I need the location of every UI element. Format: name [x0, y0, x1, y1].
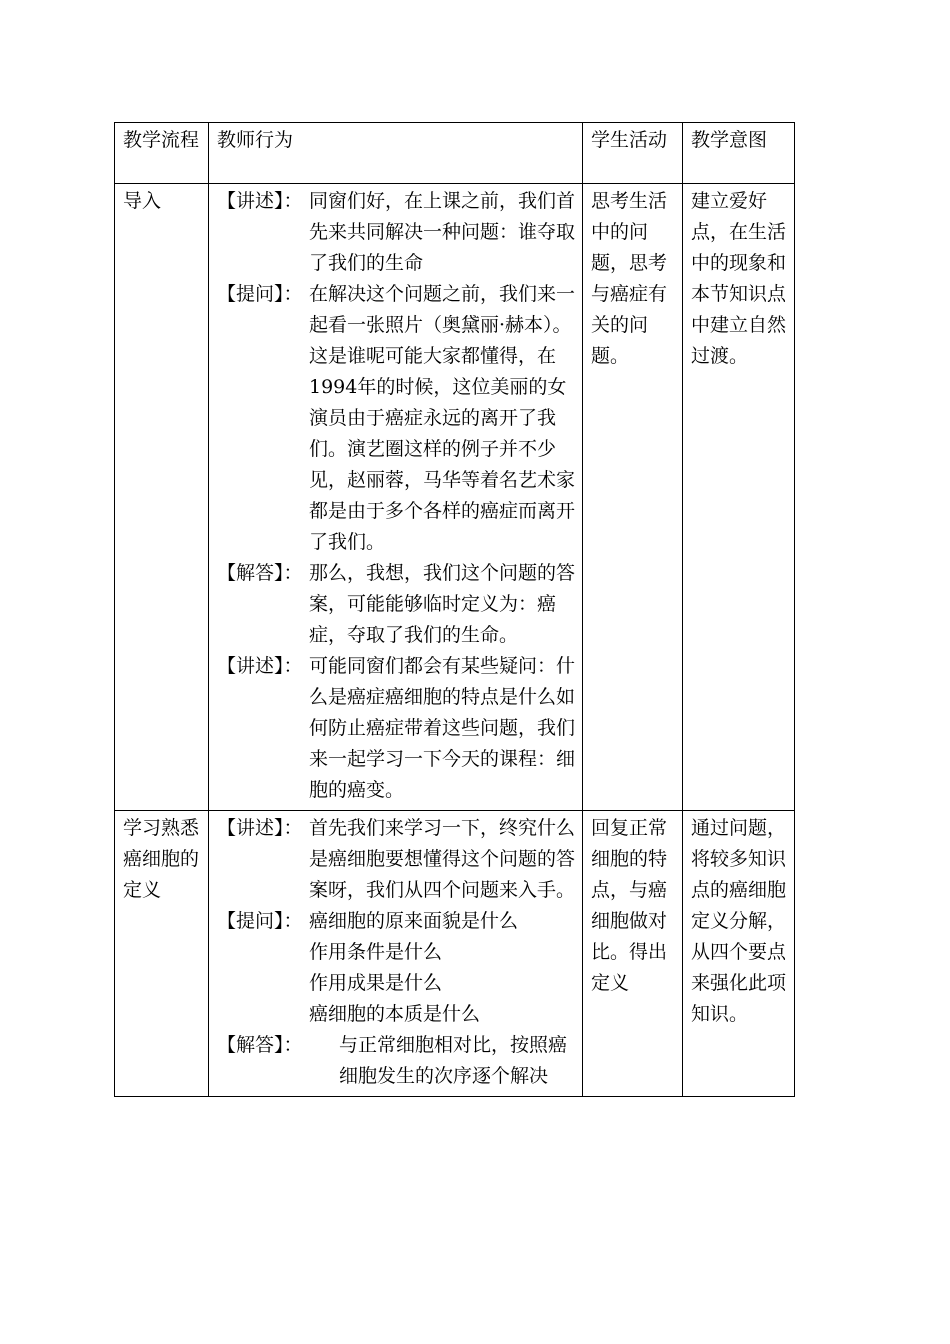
teacher-line: 作用成果是什么 — [309, 972, 443, 994]
table-header-row — [115, 123, 795, 184]
header-student: 学生活动 — [583, 123, 683, 184]
header-teacher: 教师行为 — [209, 123, 583, 184]
entry-text: 在解决这个问题之前，我们来一起看一张照片（奥黛丽·赫本）。这是谁呢可能大家都懂得，在1994年的时候，这位美丽的女演员由于癌症永远的离开了我们。演艺圈这样的例子并不少见，赵丽蓉，马华等着名艺术家都是由于多个各样的癌症而离开了我们。 — [309, 283, 576, 553]
teacher-entry — [217, 651, 576, 806]
entry-text: 与正常细胞相对比，按照癌细胞发生的次序逐个解决 — [339, 1034, 568, 1087]
entry-text: 癌细胞的原来面貌是什么 — [309, 910, 519, 932]
header-stage: 教学流程 — [115, 123, 209, 184]
entry-text: 那么，我想，我们这个问题的答案，可能能够临时定义为：癌症，夺取了我们的生命。 — [309, 562, 576, 646]
teacher-entry — [217, 186, 576, 279]
entry-tag: 【讲述】： — [217, 190, 303, 212]
table-row — [115, 184, 795, 811]
teacher-cell — [209, 811, 583, 1097]
header-intent: 教学意图 — [683, 123, 795, 184]
intent-cell: 通过问题，将较多知识点的癌细胞定义分解，从四个要点来强化此项知识。 — [683, 811, 795, 1097]
stage-cell: 导入 — [115, 184, 209, 811]
student-cell: 回复正常细胞的特点，与癌细胞做对比。得出定义 — [583, 811, 683, 1097]
teacher-entry — [217, 1030, 576, 1092]
entry-text: 可能同窗们都会有某些疑问：什么是癌症癌细胞的特点是什么如何防止癌症带着这些问题，我们来一起学习一下今天的课程：细胞的癌变。 — [309, 655, 576, 801]
teacher-line: 癌细胞的本质是什么 — [309, 1003, 481, 1025]
intent-cell: 建立爱好点，在生活中的现象和本节知识点中建立自然过渡。 — [683, 184, 795, 811]
entry-tag: 【提问】： — [217, 910, 303, 932]
teacher-line: 作用条件是什么 — [309, 941, 443, 963]
entry-text: 首先我们来学习一下，终究什么是癌细胞要想懂得这个问题的答案呀，我们从四个问题来入手。 — [309, 817, 576, 901]
stage-cell: 学习熟悉癌细胞的定义 — [115, 811, 209, 1097]
teacher-entry — [217, 906, 576, 937]
entry-tag: 【讲述】： — [217, 655, 303, 677]
teacher-entry — [217, 813, 576, 906]
entry-tag: 【解答】： — [217, 1034, 303, 1056]
entry-tag: 【提问】： — [217, 283, 303, 305]
entry-text: 同窗们好，在上课之前，我们首先来共同解决一种问题：谁夺取了我们的生命 — [309, 190, 576, 274]
student-cell: 思考生活中的问题，思考与癌症有关的问题。 — [583, 184, 683, 811]
teacher-cell — [209, 184, 583, 811]
table-row — [115, 811, 795, 1097]
entry-tag: 【讲述】： — [217, 817, 303, 839]
teacher-entry — [217, 279, 576, 558]
teacher-entry — [217, 558, 576, 651]
entry-tag: 【解答】： — [217, 562, 303, 584]
lesson-plan-table — [114, 122, 795, 1097]
